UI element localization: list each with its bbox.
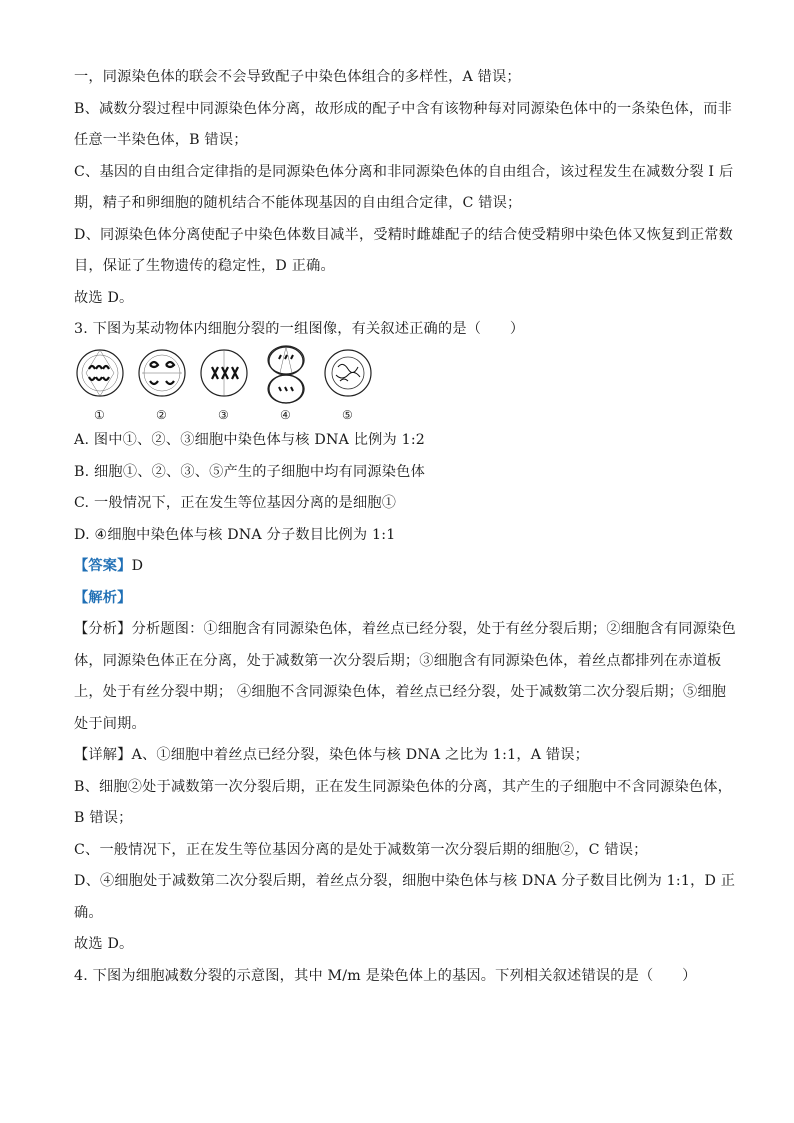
explanation-line: D、同源染色体分离使配子中染色体数目减半，受精时雌雄配子的结合使受精卵中染色体又恢复到正常数 bbox=[74, 227, 734, 243]
fenxi-line-4: 处于间期。 bbox=[74, 716, 146, 732]
answer-value: D bbox=[131, 558, 144, 574]
xiangjie-tag: 【详解】 bbox=[74, 747, 132, 763]
explanation-line: 任意一半染色体，B 错误； bbox=[74, 132, 248, 148]
analysis-tag: 【解析】 bbox=[74, 590, 132, 606]
option-b: B. 细胞①、②、③、⑤产生的子细胞中均有同源染色体 bbox=[74, 464, 425, 480]
cell-division-figure bbox=[72, 343, 382, 425]
cell-3-diagram bbox=[201, 350, 247, 422]
fenxi-line-3: 上，处于有丝分裂中期； ④细胞不含同源染色体，着丝点已经分裂，处于减数第二次分裂后期；⑤细胞 bbox=[74, 684, 727, 700]
fenxi-tag: 【分析】 bbox=[74, 621, 132, 637]
cell-5-diagram bbox=[325, 350, 371, 422]
xiangjie-line-4: C、一般情况下，正在发生等位基因分离的是处于减数第一次分裂后期的细胞②，C 错误； bbox=[74, 842, 648, 858]
fenxi-text: 分析题图：①细胞含有同源染色体，着丝点已经分裂，处于有丝分裂后期；②细胞含有同源染色 bbox=[131, 621, 736, 637]
option-c: C. 一般情况下，正在发生等位基因分离的是细胞① bbox=[74, 495, 397, 511]
option-d: D. ④细胞中染色体与核 DNA 分子数目比例为 1:1 bbox=[74, 527, 396, 543]
xiangjie-line-5: D、④细胞处于减数第二次分裂后期，着丝点分裂，细胞中染色体与核 DNA 分子数目比例为 1:1，D 正 bbox=[74, 873, 736, 889]
explanation-line: 期，精子和卵细胞的随机结合不能体现基因的自由组合定律，C 错误； bbox=[74, 195, 522, 211]
question-3-stem: 3. 下图为某动物体内细胞分裂的一组图像，有关叙述正确的是（ ） bbox=[74, 321, 525, 337]
explanation-line: C、基因的自由组合定律指的是同源染色体分离和非同源染色体的自由组合，该过程发生在减数分裂 I 后 bbox=[74, 164, 734, 180]
explanation-line: B、减数分裂过程中同源染色体分离，故形成的配子中含有该物种每对同源染色体中的一条染色体，而非 bbox=[74, 101, 733, 117]
fenxi-line-1 bbox=[74, 620, 736, 638]
cell-2-diagram bbox=[139, 350, 185, 422]
figure-label-5: ⑤ bbox=[342, 408, 353, 422]
figure-label-4: ④ bbox=[280, 408, 291, 422]
cell-1-diagram bbox=[77, 350, 123, 422]
fenxi-line-2: 体，同源染色体正在分离，处于减数第一次分裂后期；③细胞含有同源染色体，着丝点都排列在赤道板 bbox=[74, 653, 722, 669]
xiangjie-text: A、①细胞中着丝点已经分裂，染色体与核 DNA 之比为 1:1，A 错误； bbox=[131, 747, 590, 763]
answer-tag: 【答案】 bbox=[74, 558, 132, 574]
xiangjie-line-1 bbox=[74, 746, 589, 764]
explanation-line: 一，同源染色体的联会不会导致配子中染色体组合的多样性，A 错误； bbox=[74, 69, 521, 85]
xiangjie-line-3: B 错误； bbox=[74, 810, 133, 826]
answer-line bbox=[74, 557, 143, 575]
xiangjie-line-2: B、细胞②处于减数第一次分裂后期，正在发生同源染色体的分离，其产生的子细胞中不含同源染色体， bbox=[74, 779, 733, 795]
question-4-stem: 4. 下图为细胞减数分裂的示意图，其中 M/m 是染色体上的基因。下列相关叙述错误的是（ ） bbox=[74, 968, 697, 984]
xiangjie-line-6: 确。 bbox=[74, 905, 103, 921]
cell-4-diagram bbox=[268, 346, 304, 422]
analysis-heading bbox=[74, 589, 132, 607]
explanation-line: 目，保证了生物遗传的稳定性，D 正确。 bbox=[74, 258, 335, 274]
conclusion-line: 故选 D。 bbox=[74, 936, 134, 952]
figure-label-1: ① bbox=[94, 408, 105, 422]
conclusion-line: 故选 D。 bbox=[74, 290, 134, 306]
figure-label-2: ② bbox=[156, 408, 167, 422]
figure-label-3: ③ bbox=[218, 408, 229, 422]
option-a: A. 图中①、②、③细胞中染色体与核 DNA 比例为 1:2 bbox=[74, 432, 426, 448]
